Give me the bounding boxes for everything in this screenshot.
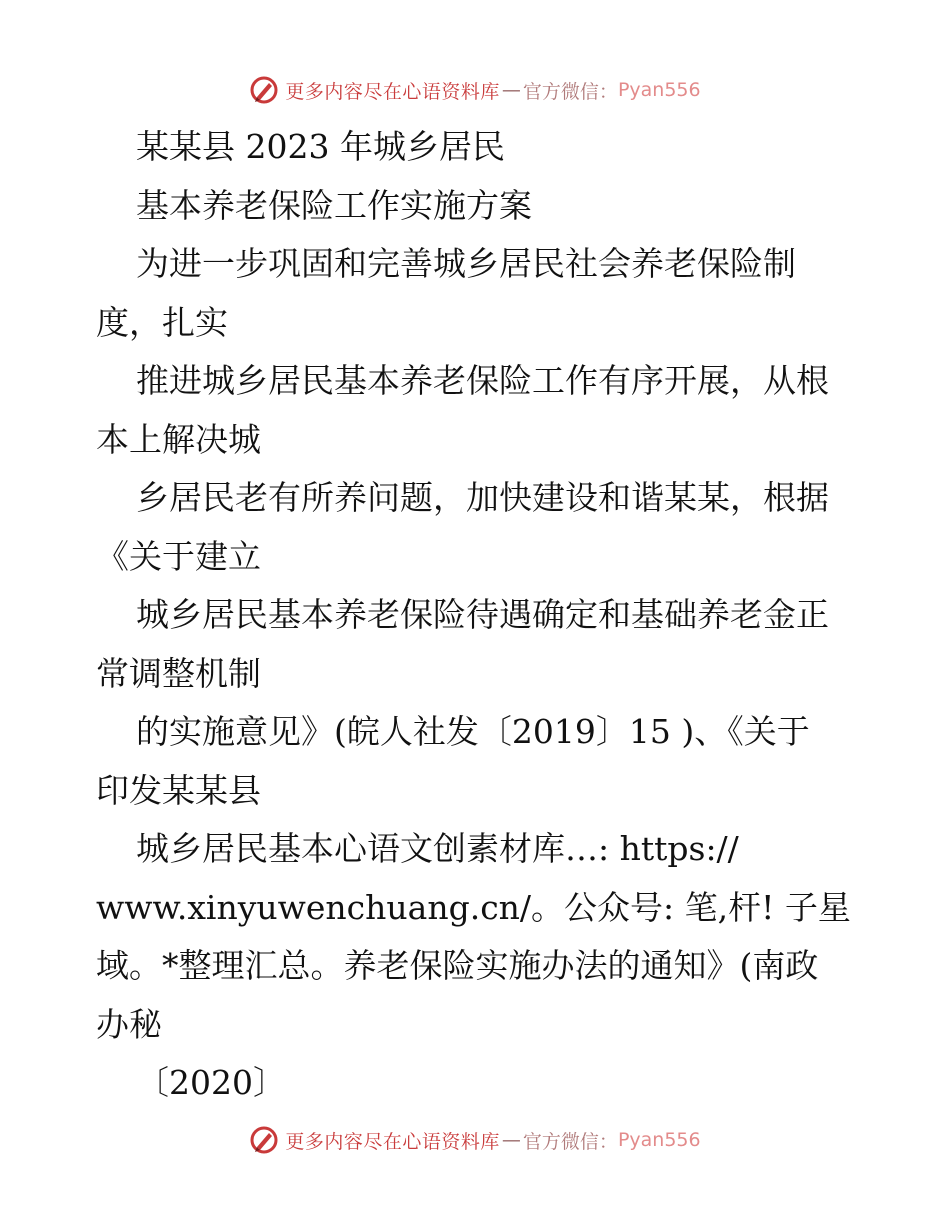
doc-line: 为进一步巩固和完善城乡居民社会养老保险制 bbox=[136, 244, 796, 283]
doc-line: 本上解决城 bbox=[96, 419, 261, 459]
footer-banner bbox=[0, 1120, 950, 1160]
document-body bbox=[96, 118, 866, 1113]
doc-line: 常调整机制 bbox=[96, 653, 261, 693]
doc-line: 度，扎实 bbox=[96, 302, 228, 342]
header-banner-wechat-label: 官方微信： bbox=[522, 80, 618, 103]
doc-line: 基本养老保险工作实施方案 bbox=[136, 185, 532, 225]
footer-banner-dash: — bbox=[501, 1129, 521, 1151]
doc-line: 《关于建立 bbox=[96, 536, 261, 576]
header-banner-dash: — bbox=[501, 79, 521, 101]
doc-line: 域。*整理汇总。养老保险实施办法的通知》(南政 bbox=[96, 946, 819, 985]
doc-line: 推进城乡居民基本养老保险工作有序开展，从根 bbox=[136, 361, 829, 400]
doc-line: www.xinyuwenchuang.cn/。公众号: 笔,杆! 子星 bbox=[96, 887, 851, 927]
doc-line: 城乡居民基本心语文创素材库…: https:// bbox=[136, 829, 739, 868]
doc-line: 城乡居民基本养老保险待遇确定和基础养老金正 bbox=[136, 595, 829, 634]
doc-line: 某某县 2023 年城乡居民 bbox=[136, 127, 505, 166]
doc-line: 的实施意见》(皖人社发〔2019〕15 )、《关于 bbox=[136, 712, 810, 751]
pen-logo-icon bbox=[249, 1125, 279, 1155]
header-banner-wechat-id: Pyan556 bbox=[617, 79, 701, 101]
header-banner-text: 更多内容尽在心语资料库 bbox=[285, 80, 500, 103]
pen-logo-icon bbox=[249, 75, 279, 105]
doc-line: 乡居民老有所养问题，加快建设和谐某某，根据 bbox=[136, 478, 829, 517]
doc-line: 印发某某县 bbox=[96, 770, 261, 810]
doc-line: 〔2020〕 bbox=[136, 1063, 286, 1102]
footer-banner-wechat-id: Pyan556 bbox=[617, 1129, 701, 1151]
footer-banner-text: 更多内容尽在心语资料库 bbox=[285, 1130, 500, 1153]
footer-banner-wechat-label: 官方微信： bbox=[522, 1130, 618, 1153]
doc-line: 办秘 bbox=[96, 1004, 162, 1044]
header-banner bbox=[0, 70, 950, 110]
